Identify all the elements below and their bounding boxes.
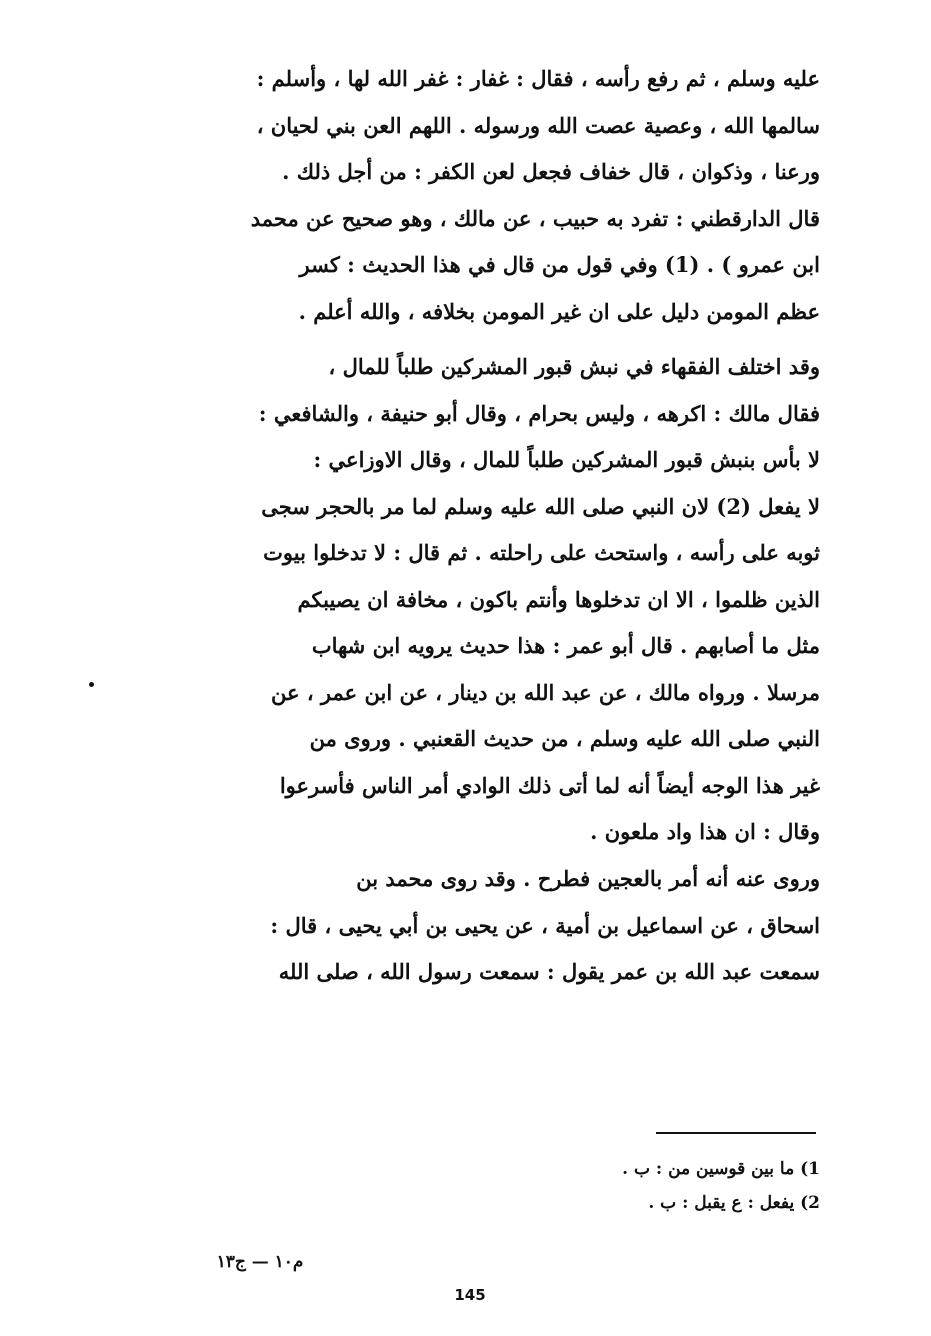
text-line: سالمها الله ، وعصية عصت الله ورسوله . اللهم العن بني لحيان ، — [256, 112, 820, 138]
text-line: وروى عنه أنه أمر بالعجين فطرح . وقد روى محمد بن — [356, 866, 820, 891]
text-line: ابن عمرو ) . (1) وفي قول من قال في هذا الحديث : كسر — [299, 252, 820, 277]
text-line: ثوبه على رأسه ، واستحث على راحلته . ثم قال : لا تدخلوا بيوت — [263, 540, 820, 565]
text-line: غير هذا الوجه أيضاً أنه لما أتى ذلك الوادي أمر الناس فأسرعوا — [279, 772, 820, 798]
footnote-divider — [656, 1132, 816, 1134]
text-line: فقال مالك : اكرهه ، وليس بحرام ، وقال أبو حنيفة ، والشافعي : — [258, 400, 820, 426]
text-line: مرسلا . ورواه مالك ، عن عبد الله بن دينار ، عن ابن عمر ، عن — [271, 679, 820, 705]
text-line: قال الدارقطني : تفرد به حبيب ، عن مالك ، وهو صحيح عن محمد — [250, 205, 820, 231]
text-line: اسحاق ، عن اسماعيل بن أمية ، عن يحيى بن أبي يحيى ، قال : — [270, 912, 820, 938]
text-line: سمعت عبد الله بن عمر يقول : سمعت رسول الله ، صلى الله — [278, 959, 820, 984]
text-line: وقد اختلف الفقهاء في نبش قبور المشركين طلباً للمال ، — [328, 354, 820, 379]
text-line: عظم المومن دليل على ان غير المومن بخلافه ، والله أعلم . — [298, 298, 820, 324]
text-line: مثل ما أصابهم . قال أبو عمر : هذا حديث يرويه ابن شهاب — [311, 633, 820, 658]
text-line: وقال : ان هذا واد ملعون . — [590, 819, 820, 844]
footnotes — [480, 1152, 820, 1220]
paragraph-1 — [178, 56, 820, 335]
page-number: 145 — [454, 1286, 486, 1304]
footnote-2: 2) يفعل : ع يقبل : ب . — [648, 1193, 820, 1213]
text-line: النبي صلى الله عليه وسلم ، من حديث القعنبي . وروى من — [309, 726, 820, 751]
text-line: الذين ظلموا ، الا ان تدخلوها وأنتم باكون ، مخافة ان يصيبكم — [297, 586, 820, 612]
paragraph-2 — [178, 344, 820, 856]
text-line: لا يفعل (2) لان النبي صلى الله عليه وسلم لما مر بالحجر سجى — [261, 493, 820, 519]
scan-speck — [89, 682, 94, 687]
text-line: ورعنا ، وذكوان ، قال خفاف فجعل لعن الكفر : من أجل ذلك . — [282, 159, 820, 184]
paragraph-3 — [178, 856, 820, 996]
footnote-1: 1) ما بين قوسين من : ب . — [622, 1159, 820, 1179]
signature-mark: م١٠ — ج١٣ — [216, 1252, 304, 1272]
text-line: لا بأس بنبش قبور المشركين طلباً للمال ، وقال الاوزاعي : — [313, 447, 820, 472]
text-line: عليه وسلم ، ثم رفع رأسه ، فقال : غفار : غفر الله لها ، وأسلم : — [256, 66, 820, 91]
